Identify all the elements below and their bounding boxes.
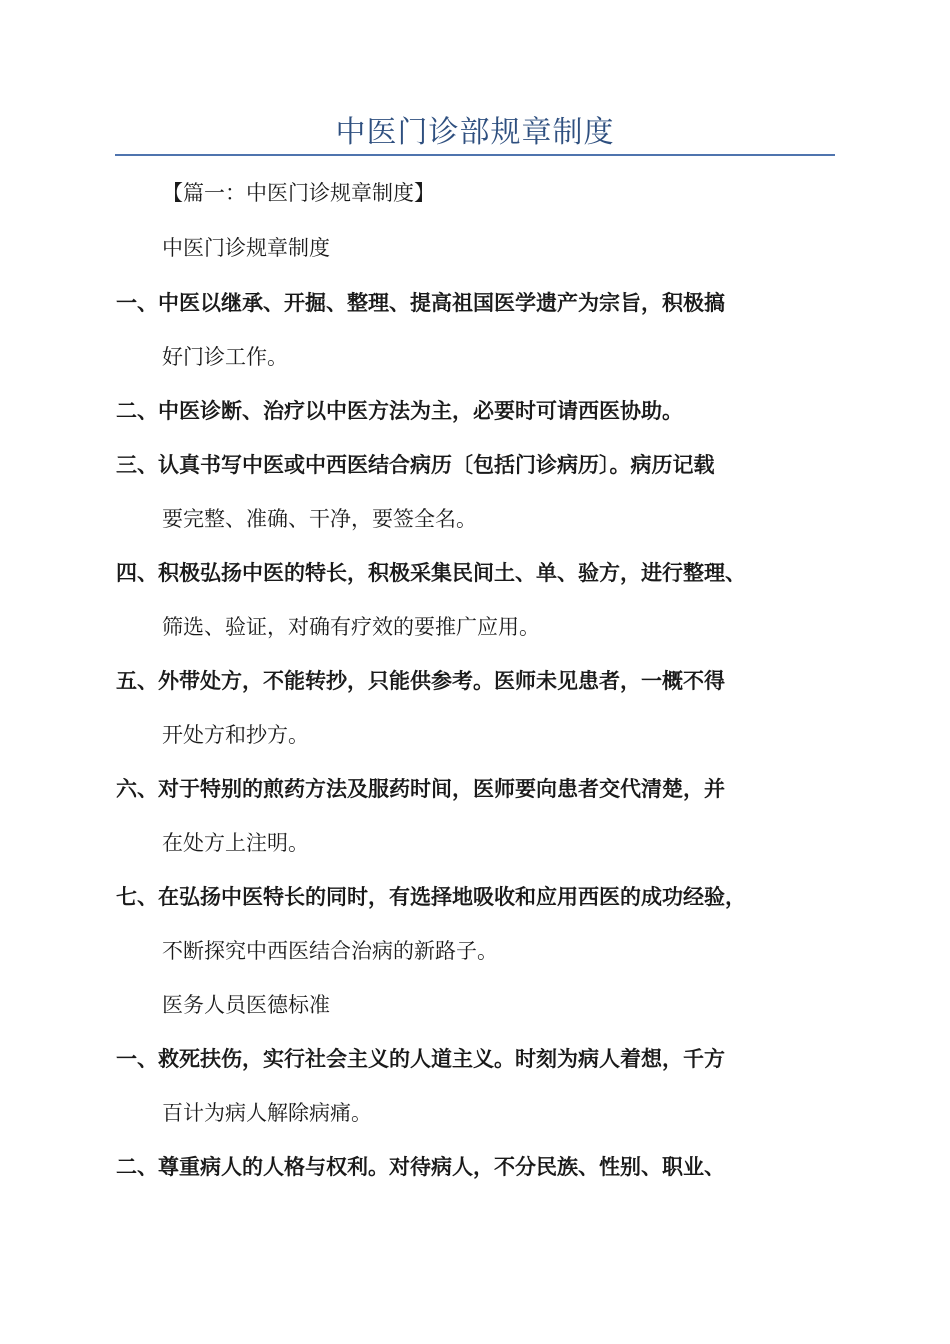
rule-item-continuation: 好门诊工作。 xyxy=(162,345,288,369)
rule-item-continuation: 开处方和抄方。 xyxy=(162,723,309,747)
section-heading: 【篇一：中医门诊规章制度】 xyxy=(162,181,435,205)
rule-item: 七、在弘扬中医特长的同时，有选择地吸收和应用西医的成功经验， xyxy=(116,884,746,909)
rule-item: 二、尊重病人的人格与权利。对待病人，不分民族、性别、职业、 xyxy=(116,1154,725,1179)
rule-item-continuation: 筛选、验证，对确有疗效的要推广应用。 xyxy=(162,615,540,639)
rule-item: 五、外带处方，不能转抄，只能供参考。医师未见患者，一概不得 xyxy=(116,668,725,693)
rule-item: 六、对于特别的煎药方法及服药时间，医师要向患者交代清楚，并 xyxy=(116,776,725,801)
rule-item-continuation: 在处方上注明。 xyxy=(162,831,309,855)
rule-item-continuation: 要完整、准确、干净，要签全名。 xyxy=(162,507,477,531)
rule-item: 四、积极弘扬中医的特长，积极采集民间土、单、验方，进行整理、 xyxy=(116,560,746,585)
subheading: 医务人员医德标准 xyxy=(162,993,330,1017)
rule-item-continuation: 不断探究中西医结合治病的新路子。 xyxy=(162,939,498,963)
subheading: 中医门诊规章制度 xyxy=(162,236,330,260)
rule-item: 一、救死扶伤，实行社会主义的人道主义。时刻为病人着想，千方 xyxy=(116,1046,725,1071)
rule-item-continuation: 百计为病人解除病痛。 xyxy=(162,1101,372,1125)
page-title: 中医门诊部规章制度 xyxy=(335,115,615,150)
title-divider xyxy=(115,154,835,156)
rule-item: 三、认真书写中医或中西医结合病历〔包括门诊病历〕。病历记载 xyxy=(116,452,715,477)
rule-item: 一、中医以继承、开掘、整理、提高祖国医学遗产为宗旨，积极搞 xyxy=(116,290,725,315)
rule-item: 二、中医诊断、治疗以中医方法为主，必要时可请西医协助。 xyxy=(116,398,683,423)
